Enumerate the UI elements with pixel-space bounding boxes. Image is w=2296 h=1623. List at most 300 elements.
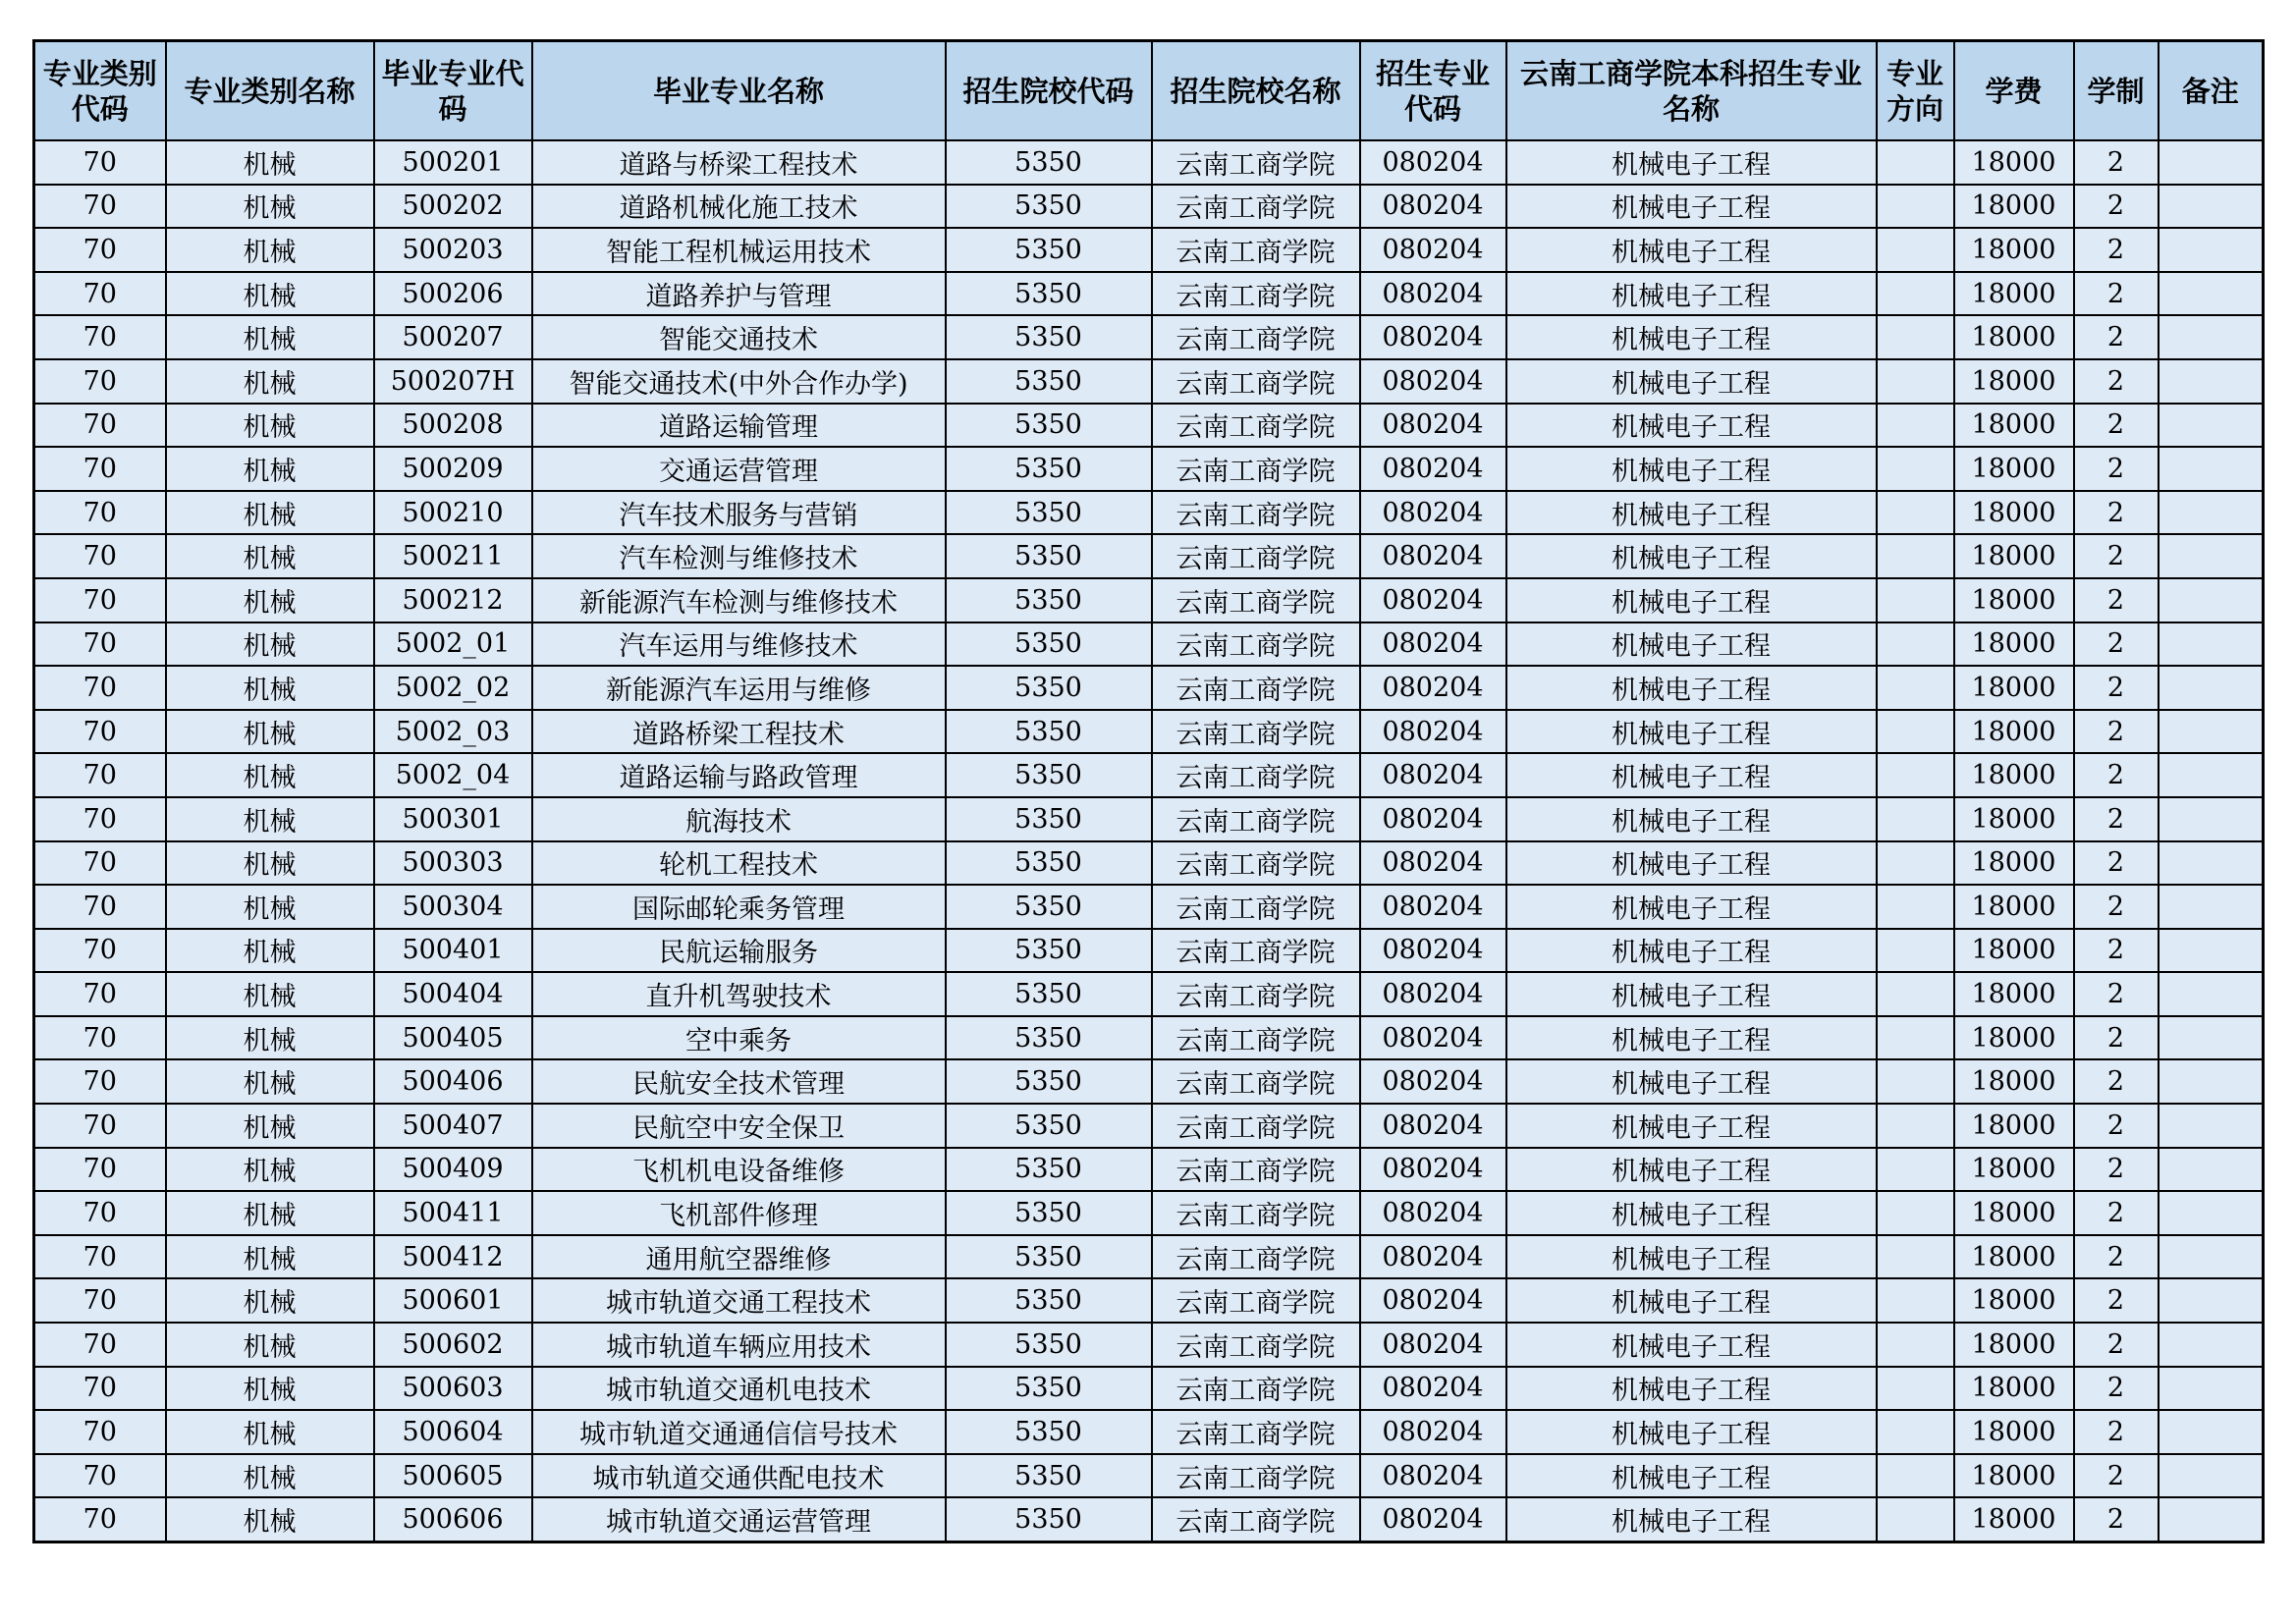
remarks-cell — [2159, 1367, 2264, 1411]
major-direction-cell — [1877, 1059, 1954, 1104]
admission-major-code-cell: 080204 — [1360, 272, 1506, 316]
graduate-major-name-cell: 飞机机电设备维修 — [532, 1148, 946, 1192]
remarks-cell — [2159, 841, 2264, 886]
table-row — [34, 1323, 2264, 1367]
duration-cell: 2 — [2074, 491, 2159, 535]
major-direction-cell — [1877, 534, 1954, 578]
category-code-cell: 70 — [34, 1454, 166, 1498]
school-code-cell: 5350 — [946, 447, 1152, 491]
admission-major-code-cell: 080204 — [1360, 622, 1506, 667]
school-name-cell: 云南工商学院 — [1152, 972, 1360, 1016]
admission-major-code-cell: 080204 — [1360, 578, 1506, 622]
tuition-cell: 18000 — [1954, 1104, 2074, 1148]
tuition-cell: 18000 — [1954, 534, 2074, 578]
tuition-cell: 18000 — [1954, 1148, 2074, 1192]
admission-major-name-cell: 机械电子工程 — [1506, 1278, 1877, 1323]
admission-major-code-cell: 080204 — [1360, 1104, 1506, 1148]
school-name-cell: 云南工商学院 — [1152, 534, 1360, 578]
category-code-cell: 70 — [34, 491, 166, 535]
category-name-cell: 机械 — [166, 534, 374, 578]
category-code-cell: 70 — [34, 841, 166, 886]
tuition-cell: 18000 — [1954, 578, 2074, 622]
graduate-major-code-cell: 500207H — [374, 359, 532, 404]
admission-major-code-cell: 080204 — [1360, 140, 1506, 185]
major-direction-cell — [1877, 1104, 1954, 1148]
graduate-major-code-cell: 500207 — [374, 315, 532, 359]
tuition-cell: 18000 — [1954, 491, 2074, 535]
major-direction-cell — [1877, 1191, 1954, 1235]
tuition-cell: 18000 — [1954, 1497, 2074, 1542]
school-code-cell: 5350 — [946, 972, 1152, 1016]
category-name-cell: 机械 — [166, 1278, 374, 1323]
school-code-cell: 5350 — [946, 1148, 1152, 1192]
category-code-cell: 70 — [34, 185, 166, 229]
admission-major-name-cell: 机械电子工程 — [1506, 491, 1877, 535]
header-category-code: 专业类别代码 — [34, 41, 166, 141]
graduate-major-code-cell: 500301 — [374, 797, 532, 841]
duration-cell: 2 — [2074, 534, 2159, 578]
school-name-cell: 云南工商学院 — [1152, 1104, 1360, 1148]
table-row — [34, 666, 2264, 710]
admission-major-code-cell: 080204 — [1360, 929, 1506, 973]
remarks-cell — [2159, 797, 2264, 841]
category-name-cell: 机械 — [166, 491, 374, 535]
graduate-major-name-cell: 城市轨道交通工程技术 — [532, 1278, 946, 1323]
tuition-cell: 18000 — [1954, 1323, 2074, 1367]
category-code-cell: 70 — [34, 1278, 166, 1323]
major-direction-cell — [1877, 404, 1954, 448]
admission-major-name-cell: 机械电子工程 — [1506, 1323, 1877, 1367]
admission-major-code-cell: 080204 — [1360, 534, 1506, 578]
remarks-cell — [2159, 710, 2264, 754]
duration-cell: 2 — [2074, 1191, 2159, 1235]
major-direction-cell — [1877, 972, 1954, 1016]
admission-major-name-cell: 机械电子工程 — [1506, 1367, 1877, 1411]
graduate-major-name-cell: 智能交通技术 — [532, 315, 946, 359]
tuition-cell: 18000 — [1954, 447, 2074, 491]
category-code-cell: 70 — [34, 315, 166, 359]
graduate-major-code-cell: 500406 — [374, 1059, 532, 1104]
school-code-cell: 5350 — [946, 885, 1152, 929]
school-code-cell: 5350 — [946, 404, 1152, 448]
table-body — [34, 140, 2264, 1542]
duration-cell: 2 — [2074, 1410, 2159, 1454]
duration-cell: 2 — [2074, 140, 2159, 185]
graduate-major-code-cell: 500303 — [374, 841, 532, 886]
remarks-cell — [2159, 228, 2264, 272]
graduate-major-code-cell: 500409 — [374, 1148, 532, 1192]
table-row — [34, 447, 2264, 491]
graduate-major-code-cell: 500604 — [374, 1410, 532, 1454]
table-row — [34, 185, 2264, 229]
tuition-cell: 18000 — [1954, 1016, 2074, 1060]
graduate-major-code-cell: 500405 — [374, 1016, 532, 1060]
category-name-cell: 机械 — [166, 404, 374, 448]
graduate-major-code-cell: 500210 — [374, 491, 532, 535]
category-code-cell: 70 — [34, 578, 166, 622]
school-name-cell: 云南工商学院 — [1152, 929, 1360, 973]
school-code-cell: 5350 — [946, 1497, 1152, 1542]
major-direction-cell — [1877, 1016, 1954, 1060]
school-code-cell: 5350 — [946, 140, 1152, 185]
header-major-direction: 专业方向 — [1877, 41, 1954, 141]
category-name-cell: 机械 — [166, 578, 374, 622]
major-direction-cell — [1877, 1235, 1954, 1279]
major-direction-cell — [1877, 1323, 1954, 1367]
category-code-cell: 70 — [34, 1191, 166, 1235]
school-name-cell: 云南工商学院 — [1152, 359, 1360, 404]
remarks-cell — [2159, 1323, 2264, 1367]
admission-major-code-cell: 080204 — [1360, 753, 1506, 797]
major-direction-cell — [1877, 491, 1954, 535]
duration-cell: 2 — [2074, 753, 2159, 797]
tuition-cell: 18000 — [1954, 1235, 2074, 1279]
duration-cell: 2 — [2074, 272, 2159, 316]
major-direction-cell — [1877, 622, 1954, 667]
admission-major-code-cell: 080204 — [1360, 1454, 1506, 1498]
school-name-cell: 云南工商学院 — [1152, 885, 1360, 929]
school-name-cell: 云南工商学院 — [1152, 1323, 1360, 1367]
major-direction-cell — [1877, 753, 1954, 797]
tuition-cell: 18000 — [1954, 797, 2074, 841]
remarks-cell — [2159, 885, 2264, 929]
graduate-major-code-cell: 500407 — [374, 1104, 532, 1148]
admission-major-code-cell: 080204 — [1360, 185, 1506, 229]
school-code-cell: 5350 — [946, 534, 1152, 578]
admission-major-code-cell: 080204 — [1360, 228, 1506, 272]
admission-major-name-cell: 机械电子工程 — [1506, 885, 1877, 929]
tuition-cell: 18000 — [1954, 185, 2074, 229]
admission-major-code-cell: 080204 — [1360, 841, 1506, 886]
admission-major-name-cell: 机械电子工程 — [1506, 140, 1877, 185]
header-graduate-major-code: 毕业专业代码 — [374, 41, 532, 141]
category-code-cell: 70 — [34, 1148, 166, 1192]
table-row — [34, 972, 2264, 1016]
tuition-cell: 18000 — [1954, 315, 2074, 359]
major-direction-cell — [1877, 228, 1954, 272]
duration-cell: 2 — [2074, 622, 2159, 667]
school-name-cell: 云南工商学院 — [1152, 1016, 1360, 1060]
admission-major-code-cell: 080204 — [1360, 1278, 1506, 1323]
category-code-cell: 70 — [34, 447, 166, 491]
admission-major-name-cell: 机械电子工程 — [1506, 578, 1877, 622]
school-name-cell: 云南工商学院 — [1152, 491, 1360, 535]
graduate-major-code-cell: 500404 — [374, 972, 532, 1016]
category-name-cell: 机械 — [166, 1323, 374, 1367]
category-code-cell: 70 — [34, 622, 166, 667]
duration-cell: 2 — [2074, 359, 2159, 404]
graduate-major-name-cell: 新能源汽车检测与维修技术 — [532, 578, 946, 622]
admission-major-name-cell: 机械电子工程 — [1506, 1104, 1877, 1148]
category-name-cell: 机械 — [166, 929, 374, 973]
duration-cell: 2 — [2074, 1278, 2159, 1323]
remarks-cell — [2159, 140, 2264, 185]
category-code-cell: 70 — [34, 272, 166, 316]
duration-cell: 2 — [2074, 185, 2159, 229]
table-row — [34, 578, 2264, 622]
major-direction-cell — [1877, 1454, 1954, 1498]
header-school-name: 招生院校名称 — [1152, 41, 1360, 141]
table-row — [34, 1410, 2264, 1454]
remarks-cell — [2159, 1235, 2264, 1279]
school-code-cell: 5350 — [946, 359, 1152, 404]
admission-major-code-cell: 080204 — [1360, 1410, 1506, 1454]
category-code-cell: 70 — [34, 929, 166, 973]
graduate-major-code-cell: 500605 — [374, 1454, 532, 1498]
admission-major-code-cell: 080204 — [1360, 447, 1506, 491]
category-name-cell: 机械 — [166, 1235, 374, 1279]
admission-major-name-cell: 机械电子工程 — [1506, 929, 1877, 973]
admission-major-name-cell: 机械电子工程 — [1506, 841, 1877, 886]
duration-cell: 2 — [2074, 447, 2159, 491]
category-name-cell: 机械 — [166, 1191, 374, 1235]
tuition-cell: 18000 — [1954, 622, 2074, 667]
category-name-cell: 机械 — [166, 622, 374, 667]
duration-cell: 2 — [2074, 885, 2159, 929]
school-name-cell: 云南工商学院 — [1152, 1059, 1360, 1104]
category-name-cell: 机械 — [166, 753, 374, 797]
duration-cell: 2 — [2074, 404, 2159, 448]
school-code-cell: 5350 — [946, 315, 1152, 359]
school-name-cell: 云南工商学院 — [1152, 1367, 1360, 1411]
duration-cell: 2 — [2074, 1323, 2159, 1367]
category-code-cell: 70 — [34, 710, 166, 754]
category-name-cell: 机械 — [166, 140, 374, 185]
category-name-cell: 机械 — [166, 1148, 374, 1192]
school-name-cell: 云南工商学院 — [1152, 1497, 1360, 1542]
admission-major-name-cell: 机械电子工程 — [1506, 622, 1877, 667]
school-code-cell: 5350 — [946, 1323, 1152, 1367]
remarks-cell — [2159, 185, 2264, 229]
category-name-cell: 机械 — [166, 185, 374, 229]
school-name-cell: 云南工商学院 — [1152, 447, 1360, 491]
graduate-major-name-cell: 道路与桥梁工程技术 — [532, 140, 946, 185]
school-code-cell: 5350 — [946, 1410, 1152, 1454]
major-direction-cell — [1877, 797, 1954, 841]
category-name-cell: 机械 — [166, 315, 374, 359]
admission-major-name-cell: 机械电子工程 — [1506, 1191, 1877, 1235]
admission-major-code-cell: 080204 — [1360, 1016, 1506, 1060]
table-row — [34, 491, 2264, 535]
category-name-cell: 机械 — [166, 1016, 374, 1060]
admission-major-code-cell: 080204 — [1360, 359, 1506, 404]
remarks-cell — [2159, 1497, 2264, 1542]
category-code-cell: 70 — [34, 534, 166, 578]
category-name-cell: 机械 — [166, 359, 374, 404]
admission-table — [32, 39, 2265, 1543]
duration-cell: 2 — [2074, 228, 2159, 272]
category-name-cell: 机械 — [166, 972, 374, 1016]
duration-cell: 2 — [2074, 315, 2159, 359]
table-row — [34, 1104, 2264, 1148]
remarks-cell — [2159, 1016, 2264, 1060]
graduate-major-code-cell: 5002_04 — [374, 753, 532, 797]
header-school-code: 招生院校代码 — [946, 41, 1152, 141]
tuition-cell: 18000 — [1954, 972, 2074, 1016]
category-code-cell: 70 — [34, 1323, 166, 1367]
graduate-major-name-cell: 城市轨道交通机电技术 — [532, 1367, 946, 1411]
category-code-cell: 70 — [34, 666, 166, 710]
remarks-cell — [2159, 1059, 2264, 1104]
category-code-cell: 70 — [34, 140, 166, 185]
duration-cell: 2 — [2074, 666, 2159, 710]
graduate-major-name-cell: 民航安全技术管理 — [532, 1059, 946, 1104]
table-row — [34, 1497, 2264, 1542]
school-name-cell: 云南工商学院 — [1152, 797, 1360, 841]
admission-major-code-cell: 080204 — [1360, 797, 1506, 841]
graduate-major-code-cell: 500211 — [374, 534, 532, 578]
major-direction-cell — [1877, 1497, 1954, 1542]
tuition-cell: 18000 — [1954, 710, 2074, 754]
major-direction-cell — [1877, 315, 1954, 359]
category-name-cell: 机械 — [166, 272, 374, 316]
table-row — [34, 359, 2264, 404]
duration-cell: 2 — [2074, 1367, 2159, 1411]
school-code-cell: 5350 — [946, 491, 1152, 535]
admission-major-code-cell: 080204 — [1360, 1367, 1506, 1411]
admission-major-name-cell: 机械电子工程 — [1506, 1497, 1877, 1542]
duration-cell: 2 — [2074, 929, 2159, 973]
table-row — [34, 622, 2264, 667]
remarks-cell — [2159, 972, 2264, 1016]
school-name-cell: 云南工商学院 — [1152, 666, 1360, 710]
graduate-major-code-cell: 5002_02 — [374, 666, 532, 710]
category-code-cell: 70 — [34, 1104, 166, 1148]
remarks-cell — [2159, 359, 2264, 404]
school-code-cell: 5350 — [946, 753, 1152, 797]
admission-major-code-cell: 080204 — [1360, 710, 1506, 754]
major-direction-cell — [1877, 1278, 1954, 1323]
graduate-major-code-cell: 500209 — [374, 447, 532, 491]
school-name-cell: 云南工商学院 — [1152, 140, 1360, 185]
duration-cell: 2 — [2074, 1497, 2159, 1542]
school-name-cell: 云南工商学院 — [1152, 578, 1360, 622]
admission-major-name-cell: 机械电子工程 — [1506, 228, 1877, 272]
school-code-cell: 5350 — [946, 1104, 1152, 1148]
school-code-cell: 5350 — [946, 622, 1152, 667]
header-category-name: 专业类别名称 — [166, 41, 374, 141]
admission-major-name-cell: 机械电子工程 — [1506, 1235, 1877, 1279]
remarks-cell — [2159, 1410, 2264, 1454]
school-name-cell: 云南工商学院 — [1152, 1278, 1360, 1323]
tuition-cell: 18000 — [1954, 140, 2074, 185]
table-row — [34, 1191, 2264, 1235]
graduate-major-code-cell: 500203 — [374, 228, 532, 272]
school-name-cell: 云南工商学院 — [1152, 1235, 1360, 1279]
category-code-cell: 70 — [34, 1235, 166, 1279]
remarks-cell — [2159, 534, 2264, 578]
duration-cell: 2 — [2074, 797, 2159, 841]
graduate-major-name-cell: 道路运输与路政管理 — [532, 753, 946, 797]
remarks-cell — [2159, 622, 2264, 667]
tuition-cell: 18000 — [1954, 666, 2074, 710]
table-row — [34, 1367, 2264, 1411]
school-name-cell: 云南工商学院 — [1152, 185, 1360, 229]
category-name-cell: 机械 — [166, 841, 374, 886]
category-name-cell: 机械 — [166, 228, 374, 272]
category-name-cell: 机械 — [166, 666, 374, 710]
school-code-cell: 5350 — [946, 185, 1152, 229]
remarks-cell — [2159, 1191, 2264, 1235]
tuition-cell: 18000 — [1954, 1367, 2074, 1411]
graduate-major-name-cell: 汽车技术服务与营销 — [532, 491, 946, 535]
graduate-major-name-cell: 汽车检测与维修技术 — [532, 534, 946, 578]
graduate-major-code-cell: 500401 — [374, 929, 532, 973]
admission-major-code-cell: 080204 — [1360, 885, 1506, 929]
admission-major-code-cell: 080204 — [1360, 1323, 1506, 1367]
admission-major-name-cell: 机械电子工程 — [1506, 666, 1877, 710]
duration-cell: 2 — [2074, 1148, 2159, 1192]
school-code-cell: 5350 — [946, 272, 1152, 316]
header-duration: 学制 — [2074, 41, 2159, 141]
admission-major-name-cell: 机械电子工程 — [1506, 710, 1877, 754]
table-row — [34, 753, 2264, 797]
tuition-cell: 18000 — [1954, 359, 2074, 404]
tuition-cell: 18000 — [1954, 1278, 2074, 1323]
duration-cell: 2 — [2074, 972, 2159, 1016]
admission-major-code-cell: 080204 — [1360, 972, 1506, 1016]
duration-cell: 2 — [2074, 1016, 2159, 1060]
school-code-cell: 5350 — [946, 1235, 1152, 1279]
major-direction-cell — [1877, 710, 1954, 754]
graduate-major-name-cell: 汽车运用与维修技术 — [532, 622, 946, 667]
remarks-cell — [2159, 272, 2264, 316]
table-row — [34, 1016, 2264, 1060]
duration-cell: 2 — [2074, 1104, 2159, 1148]
major-direction-cell — [1877, 666, 1954, 710]
school-code-cell: 5350 — [946, 710, 1152, 754]
school-code-cell: 5350 — [946, 1191, 1152, 1235]
graduate-major-code-cell: 500206 — [374, 272, 532, 316]
graduate-major-name-cell: 民航运输服务 — [532, 929, 946, 973]
remarks-cell — [2159, 1148, 2264, 1192]
category-name-cell: 机械 — [166, 1454, 374, 1498]
graduate-major-code-cell: 5002_03 — [374, 710, 532, 754]
admission-major-name-cell: 机械电子工程 — [1506, 534, 1877, 578]
admission-major-code-cell: 080204 — [1360, 1059, 1506, 1104]
major-direction-cell — [1877, 140, 1954, 185]
category-name-cell: 机械 — [166, 1104, 374, 1148]
school-name-cell: 云南工商学院 — [1152, 1454, 1360, 1498]
graduate-major-code-cell: 500602 — [374, 1323, 532, 1367]
graduate-major-name-cell: 直升机驾驶技术 — [532, 972, 946, 1016]
graduate-major-name-cell: 交通运营管理 — [532, 447, 946, 491]
table-row — [34, 315, 2264, 359]
category-code-cell: 70 — [34, 228, 166, 272]
admission-major-name-cell: 机械电子工程 — [1506, 1059, 1877, 1104]
tuition-cell: 18000 — [1954, 841, 2074, 886]
graduate-major-code-cell: 500601 — [374, 1278, 532, 1323]
tuition-cell: 18000 — [1954, 404, 2074, 448]
tuition-cell: 18000 — [1954, 272, 2074, 316]
school-name-cell: 云南工商学院 — [1152, 710, 1360, 754]
school-name-cell: 云南工商学院 — [1152, 753, 1360, 797]
major-direction-cell — [1877, 1410, 1954, 1454]
admission-major-name-cell: 机械电子工程 — [1506, 1148, 1877, 1192]
duration-cell: 2 — [2074, 578, 2159, 622]
category-name-cell: 机械 — [166, 1367, 374, 1411]
school-code-cell: 5350 — [946, 1367, 1152, 1411]
graduate-major-name-cell: 道路机械化施工技术 — [532, 185, 946, 229]
admission-major-name-cell: 机械电子工程 — [1506, 797, 1877, 841]
header-remarks: 备注 — [2159, 41, 2264, 141]
tuition-cell: 18000 — [1954, 1059, 2074, 1104]
category-code-cell: 70 — [34, 1367, 166, 1411]
table-row — [34, 885, 2264, 929]
school-code-cell: 5350 — [946, 841, 1152, 886]
school-name-cell: 云南工商学院 — [1152, 404, 1360, 448]
major-direction-cell — [1877, 272, 1954, 316]
